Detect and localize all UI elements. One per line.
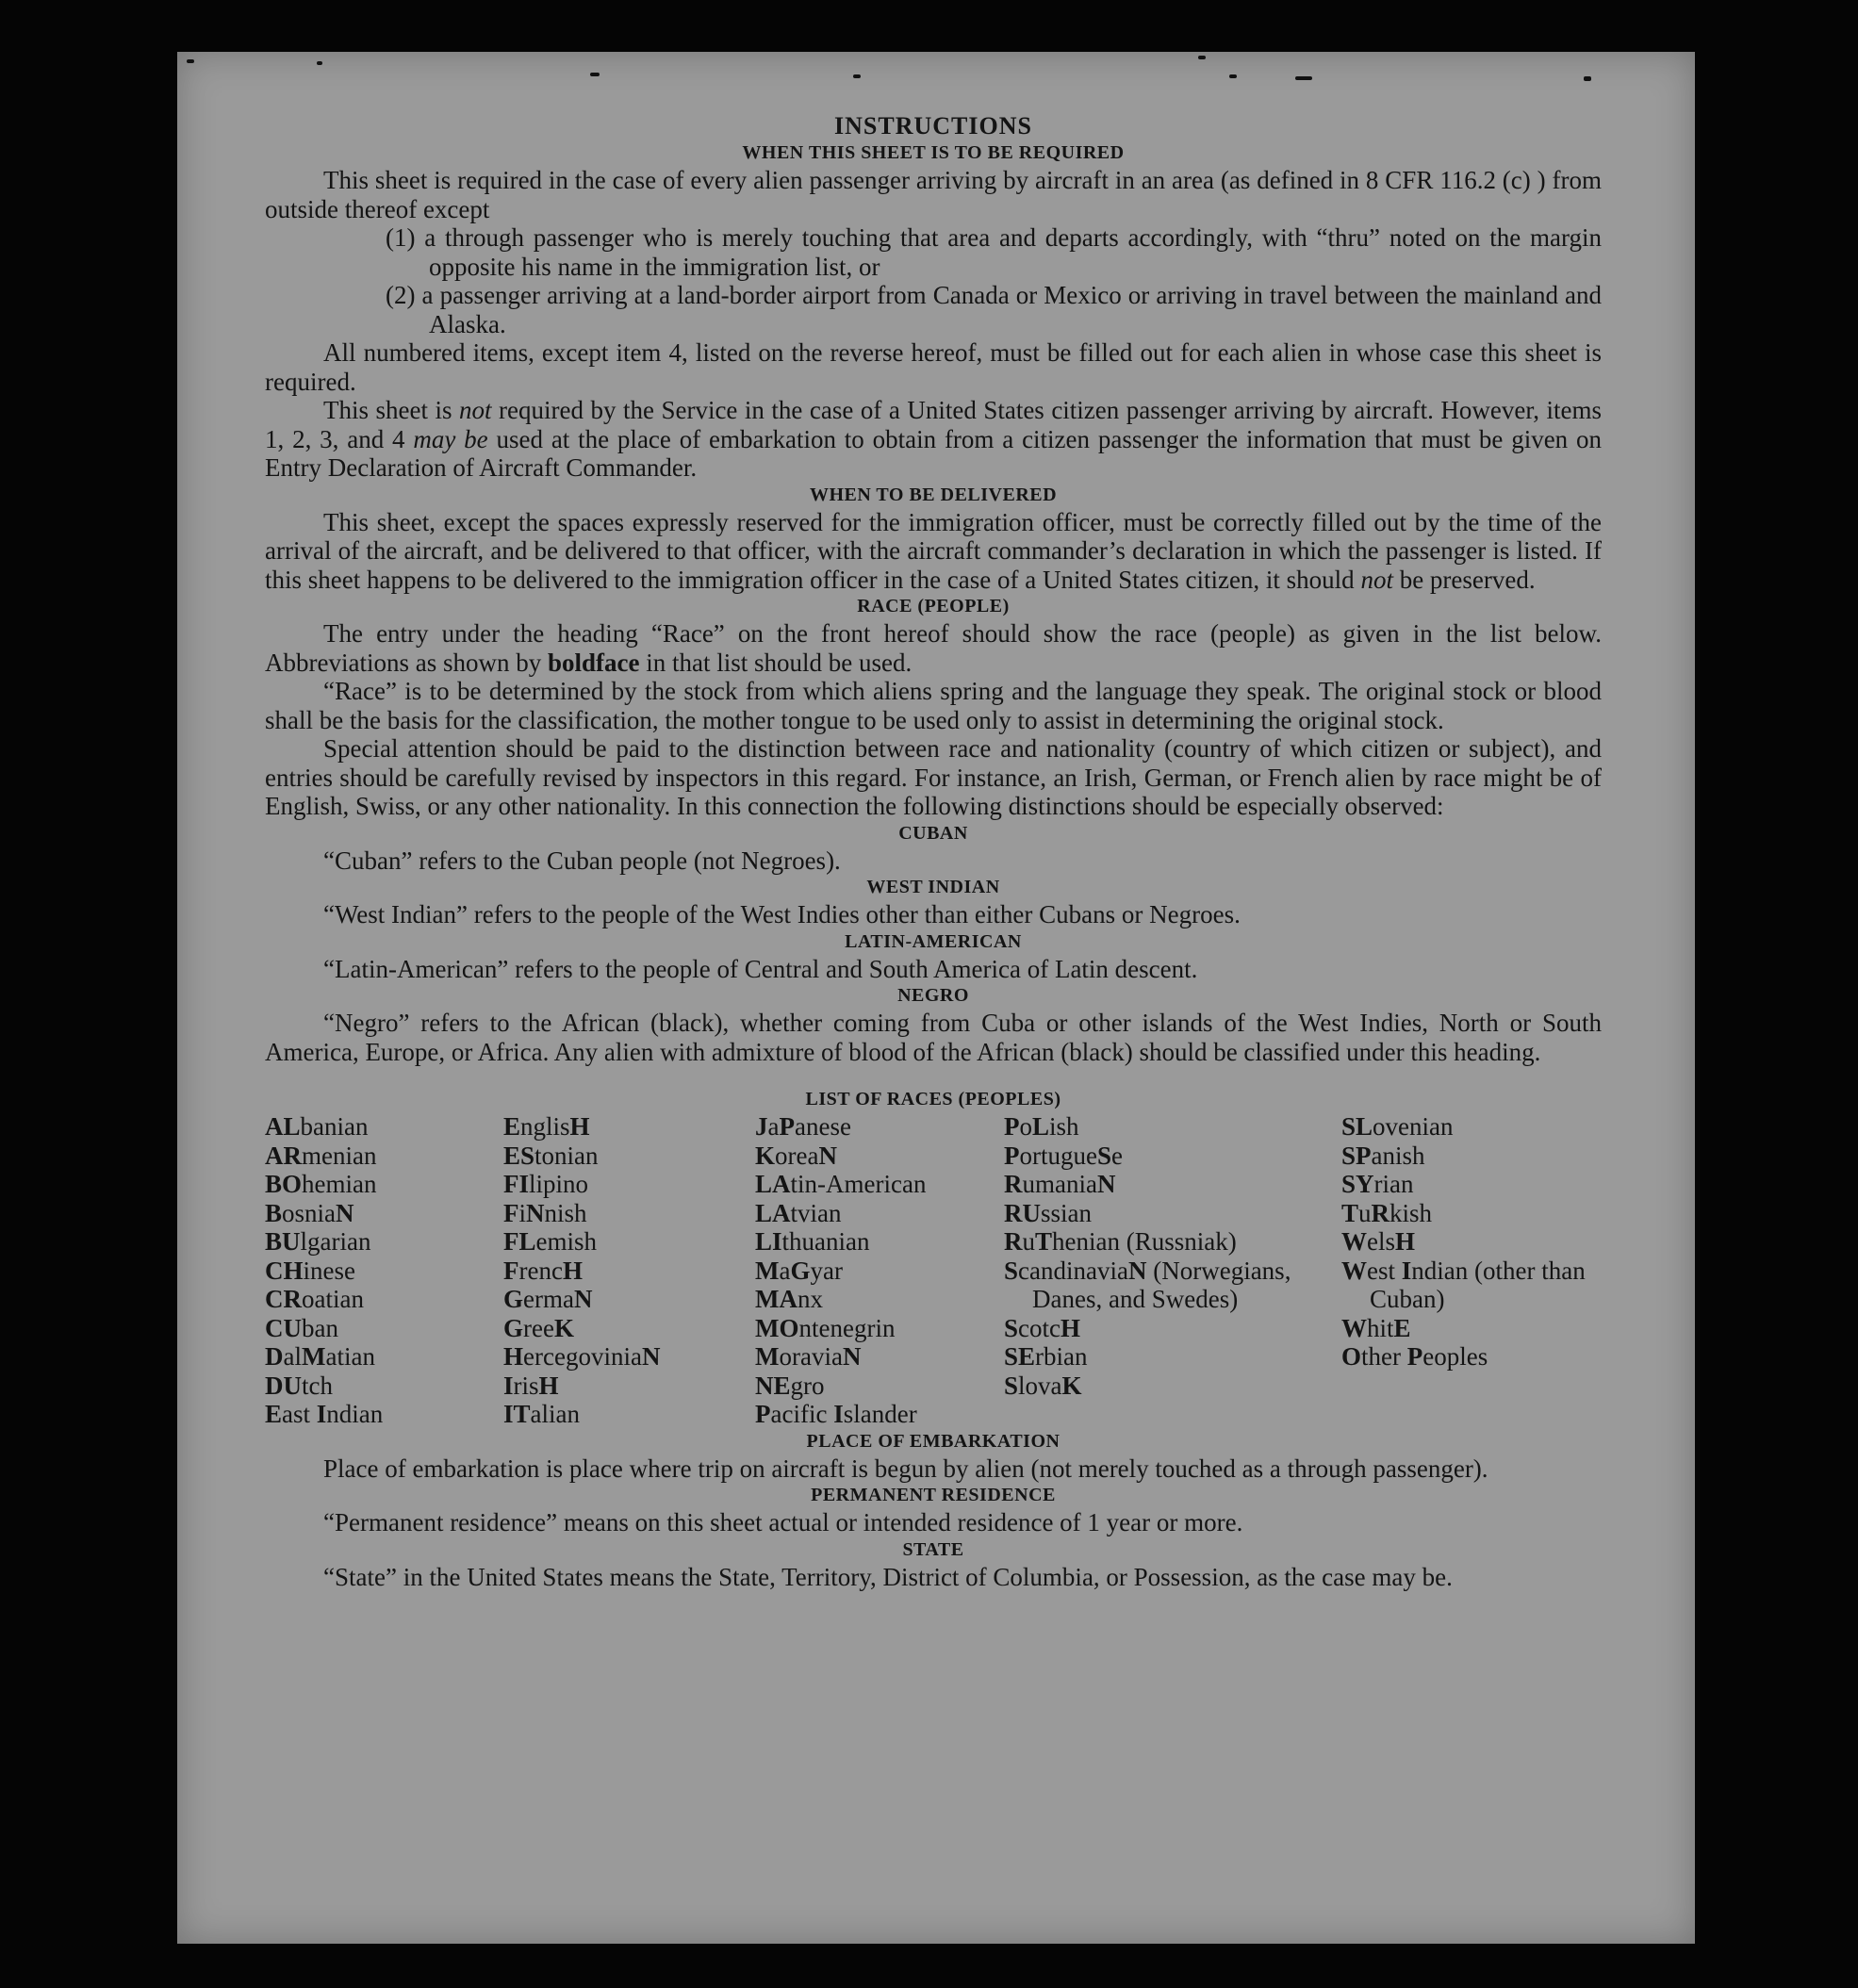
- race-entry: RuThenian (Russniak): [1004, 1227, 1237, 1256]
- race-entry: JaPanese: [755, 1112, 851, 1141]
- paragraph: [265, 508, 1602, 595]
- paragraph: “Negro” refers to the African (black), whether coming from Cuba or other islands of the West Indies, North or South America, Europe, or Africa. Any alien with admixture of blood of the African (black) should be classified under this heading.: [265, 1009, 1602, 1066]
- race-entry: ScotcH: [1004, 1313, 1081, 1342]
- race-entry: IrisH: [503, 1371, 559, 1400]
- text-run: used at the place of embarkation to obtain from a citizen passenger the information that must be given on Entry Declaration of Aircraft Commander.: [265, 424, 1603, 482]
- paragraph: “State” in the United States means the State, Territory, District of Columbia, or Possession, as the case may be.: [323, 1562, 1453, 1591]
- text-run: be preserved.: [1392, 565, 1536, 594]
- heading-place-of-embarkation: PLACE OF EMBARKATION: [806, 1430, 1061, 1452]
- race-entry: BUlgarian: [265, 1227, 371, 1256]
- race-entry: Other Peoples: [1341, 1342, 1488, 1371]
- paragraph: [265, 396, 1602, 483]
- race-entry: MoraviaN: [755, 1342, 862, 1371]
- race-entry: PoLish: [1004, 1112, 1079, 1141]
- race-entry: MAnx: [755, 1285, 823, 1313]
- heading-latin-american: LATIN-AMERICAN: [845, 930, 1022, 952]
- race-entry: LIthuanian: [755, 1227, 870, 1256]
- speck: [1229, 74, 1237, 78]
- text-run: This sheet is: [323, 396, 459, 424]
- text-run: required by the Service in the case of a United States citizen passenger arriving by aircraft. However, items 1, 2, 3, and 4: [265, 396, 1602, 453]
- race-entry: SPanish: [1341, 1141, 1425, 1170]
- speck: [187, 59, 194, 63]
- race-entry: ARmenian: [265, 1141, 377, 1170]
- race-entry: MOntenegrin: [755, 1313, 896, 1342]
- heading-when-required: WHEN THIS SHEET IS TO BE REQUIRED: [742, 142, 1125, 163]
- heading-west-indian: WEST INDIAN: [866, 877, 1000, 897]
- races-column: [1004, 1112, 1341, 1429]
- race-entry: NEgro: [755, 1371, 825, 1400]
- race-entry: West Indian (other than Cuban): [1341, 1256, 1586, 1313]
- heading-list-of-races: LIST OF RACES (PEOPLES): [805, 1089, 1061, 1109]
- race-entry: DUtch: [265, 1371, 333, 1400]
- race-entry: CRoatian: [265, 1285, 364, 1313]
- paragraph: “West Indian” refers to the people of the West Indies other than either Cubans or Negroes.: [323, 900, 1241, 928]
- paragraph: Place of embarkation is place where trip on aircraft is begun by alien (not merely touched as a through passenger).: [323, 1454, 1488, 1483]
- race-entry: CHinese: [265, 1256, 355, 1285]
- race-entry: WhitE: [1341, 1313, 1411, 1342]
- race-entry: GreeK: [503, 1313, 574, 1342]
- list-item: (1) a through passenger who is merely touching that area and departs accordingly, with “thru” noted on the margin opposite his name in the immigration list, or: [386, 223, 1602, 281]
- document-page: [177, 52, 1695, 1944]
- races-list: [265, 1112, 1602, 1429]
- race-entry: ScandinaviaN (Norwegians, Danes, and Swedes): [1004, 1256, 1291, 1313]
- heading-when-delivered: WHEN TO BE DELIVERED: [809, 484, 1058, 505]
- instructions-content: [265, 112, 1602, 1591]
- race-entry: CUban: [265, 1313, 338, 1342]
- speck: [590, 73, 600, 76]
- race-entry: FLemish: [503, 1227, 598, 1256]
- paragraph: All numbered items, except item 4, listed on the reverse hereof, must be filled out for each alien in whose case this sheet is required.: [265, 338, 1602, 396]
- text-run: This sheet, except the spaces expressly reserved for the immigration officer, must be correctly filled out by the time of the arrival of the aircraft, and be delivered to that officer, with the aircraft commander’s declaration in which the passenger is listed. If this sheet happens to be delivered to the immigration officer in the case of a United States citizen, it should: [265, 507, 1602, 594]
- text-run: The entry under the heading “Race” on the front hereof should show the race (people) as given in the list below. Abbreviations as shown by: [265, 619, 1602, 677]
- list-item: (2) a passenger arriving at a land-border airport from Canada or Mexico or arriving in travel between the mainland and Alaska.: [386, 281, 1602, 338]
- bold-text: boldface: [547, 648, 640, 677]
- paragraph: “Race” is to be determined by the stock from which aliens spring and the language they speak. The original stock or blood shall be the basis for the classification, the mother tongue to be used only to assist in determining the original stock.: [265, 677, 1602, 734]
- race-entry: KoreaN: [755, 1141, 837, 1170]
- race-entry: Pacific Islander: [755, 1400, 917, 1428]
- speck: [853, 74, 861, 78]
- race-entry: WelsH: [1341, 1227, 1416, 1256]
- races-column: [755, 1112, 1004, 1429]
- race-entry: LAtvian: [755, 1198, 842, 1227]
- race-entry: RUssian: [1004, 1198, 1092, 1227]
- race-entry: TuRkish: [1341, 1198, 1433, 1227]
- paragraph: Special attention should be paid to the distinction between race and nationality (country of which citizen or subject), and entries should be carefully revised by inspectors in this regard. For instance, an Irish, German, or French alien by race might be of English, Swiss, or any other nationality. In this connection the following distinctions should be especially observed:: [265, 734, 1602, 820]
- paragraph: “Latin-American” refers to the people of Central and South America of Latin descent.: [323, 954, 1198, 983]
- paragraph: “Permanent residence” means on this sheet actual or intended residence of 1 year or more.: [323, 1508, 1243, 1536]
- paragraph: [265, 619, 1602, 677]
- race-entry: MaGyar: [755, 1256, 843, 1285]
- race-entry: BOhemian: [265, 1170, 377, 1198]
- races-column: [503, 1112, 755, 1429]
- race-entry: BosniaN: [265, 1198, 354, 1227]
- speck: [1295, 76, 1312, 80]
- heading-race: RACE (PEOPLE): [857, 596, 1010, 616]
- heading-negro: NEGRO: [897, 985, 969, 1006]
- speck: [1584, 76, 1591, 81]
- race-entry: GermaN: [503, 1285, 593, 1313]
- paragraph: “Cuban” refers to the Cuban people (not Negroes).: [323, 846, 841, 875]
- races-column: [265, 1112, 503, 1429]
- heading-permanent-residence: PERMANENT RESIDENCE: [811, 1485, 1056, 1505]
- race-entry: ITalian: [503, 1400, 581, 1428]
- race-entry: ALbanian: [265, 1112, 369, 1141]
- race-entry: HercegoviniaN: [503, 1342, 661, 1371]
- race-entry: SErbian: [1004, 1342, 1088, 1371]
- race-entry: SYrian: [1341, 1170, 1414, 1198]
- race-entry: EStonian: [503, 1141, 599, 1170]
- race-entry: RumaniaN: [1004, 1170, 1116, 1198]
- heading-state: STATE: [902, 1538, 964, 1560]
- race-entry: SlovaK: [1004, 1371, 1082, 1400]
- speck: [1198, 56, 1206, 59]
- italic-text: not: [1360, 565, 1393, 594]
- race-entry: East Indian: [265, 1400, 384, 1428]
- page-title: INSTRUCTIONS: [834, 112, 1032, 140]
- race-entry: FrencH: [503, 1256, 583, 1285]
- race-entry: LAtin-American: [755, 1170, 927, 1198]
- italic-text: may be: [413, 424, 488, 453]
- italic-text: not: [459, 396, 492, 424]
- race-entry: EnglisH: [503, 1112, 590, 1141]
- paragraph: This sheet is required in the case of every alien passenger arriving by aircraft in an area (as defined in 8 CFR 116.2 (c) ) from outside thereof except: [265, 166, 1602, 223]
- race-entry: DalMatian: [265, 1342, 375, 1371]
- races-column: [1341, 1112, 1602, 1429]
- heading-cuban: CUBAN: [898, 822, 968, 844]
- race-entry: FIlipino: [503, 1170, 589, 1198]
- race-entry: PortugueSe: [1004, 1141, 1123, 1170]
- speck: [317, 61, 322, 65]
- race-entry: FiNnish: [503, 1198, 587, 1227]
- race-entry: SLovenian: [1341, 1112, 1454, 1141]
- text-run: in that list should be used.: [639, 648, 913, 677]
